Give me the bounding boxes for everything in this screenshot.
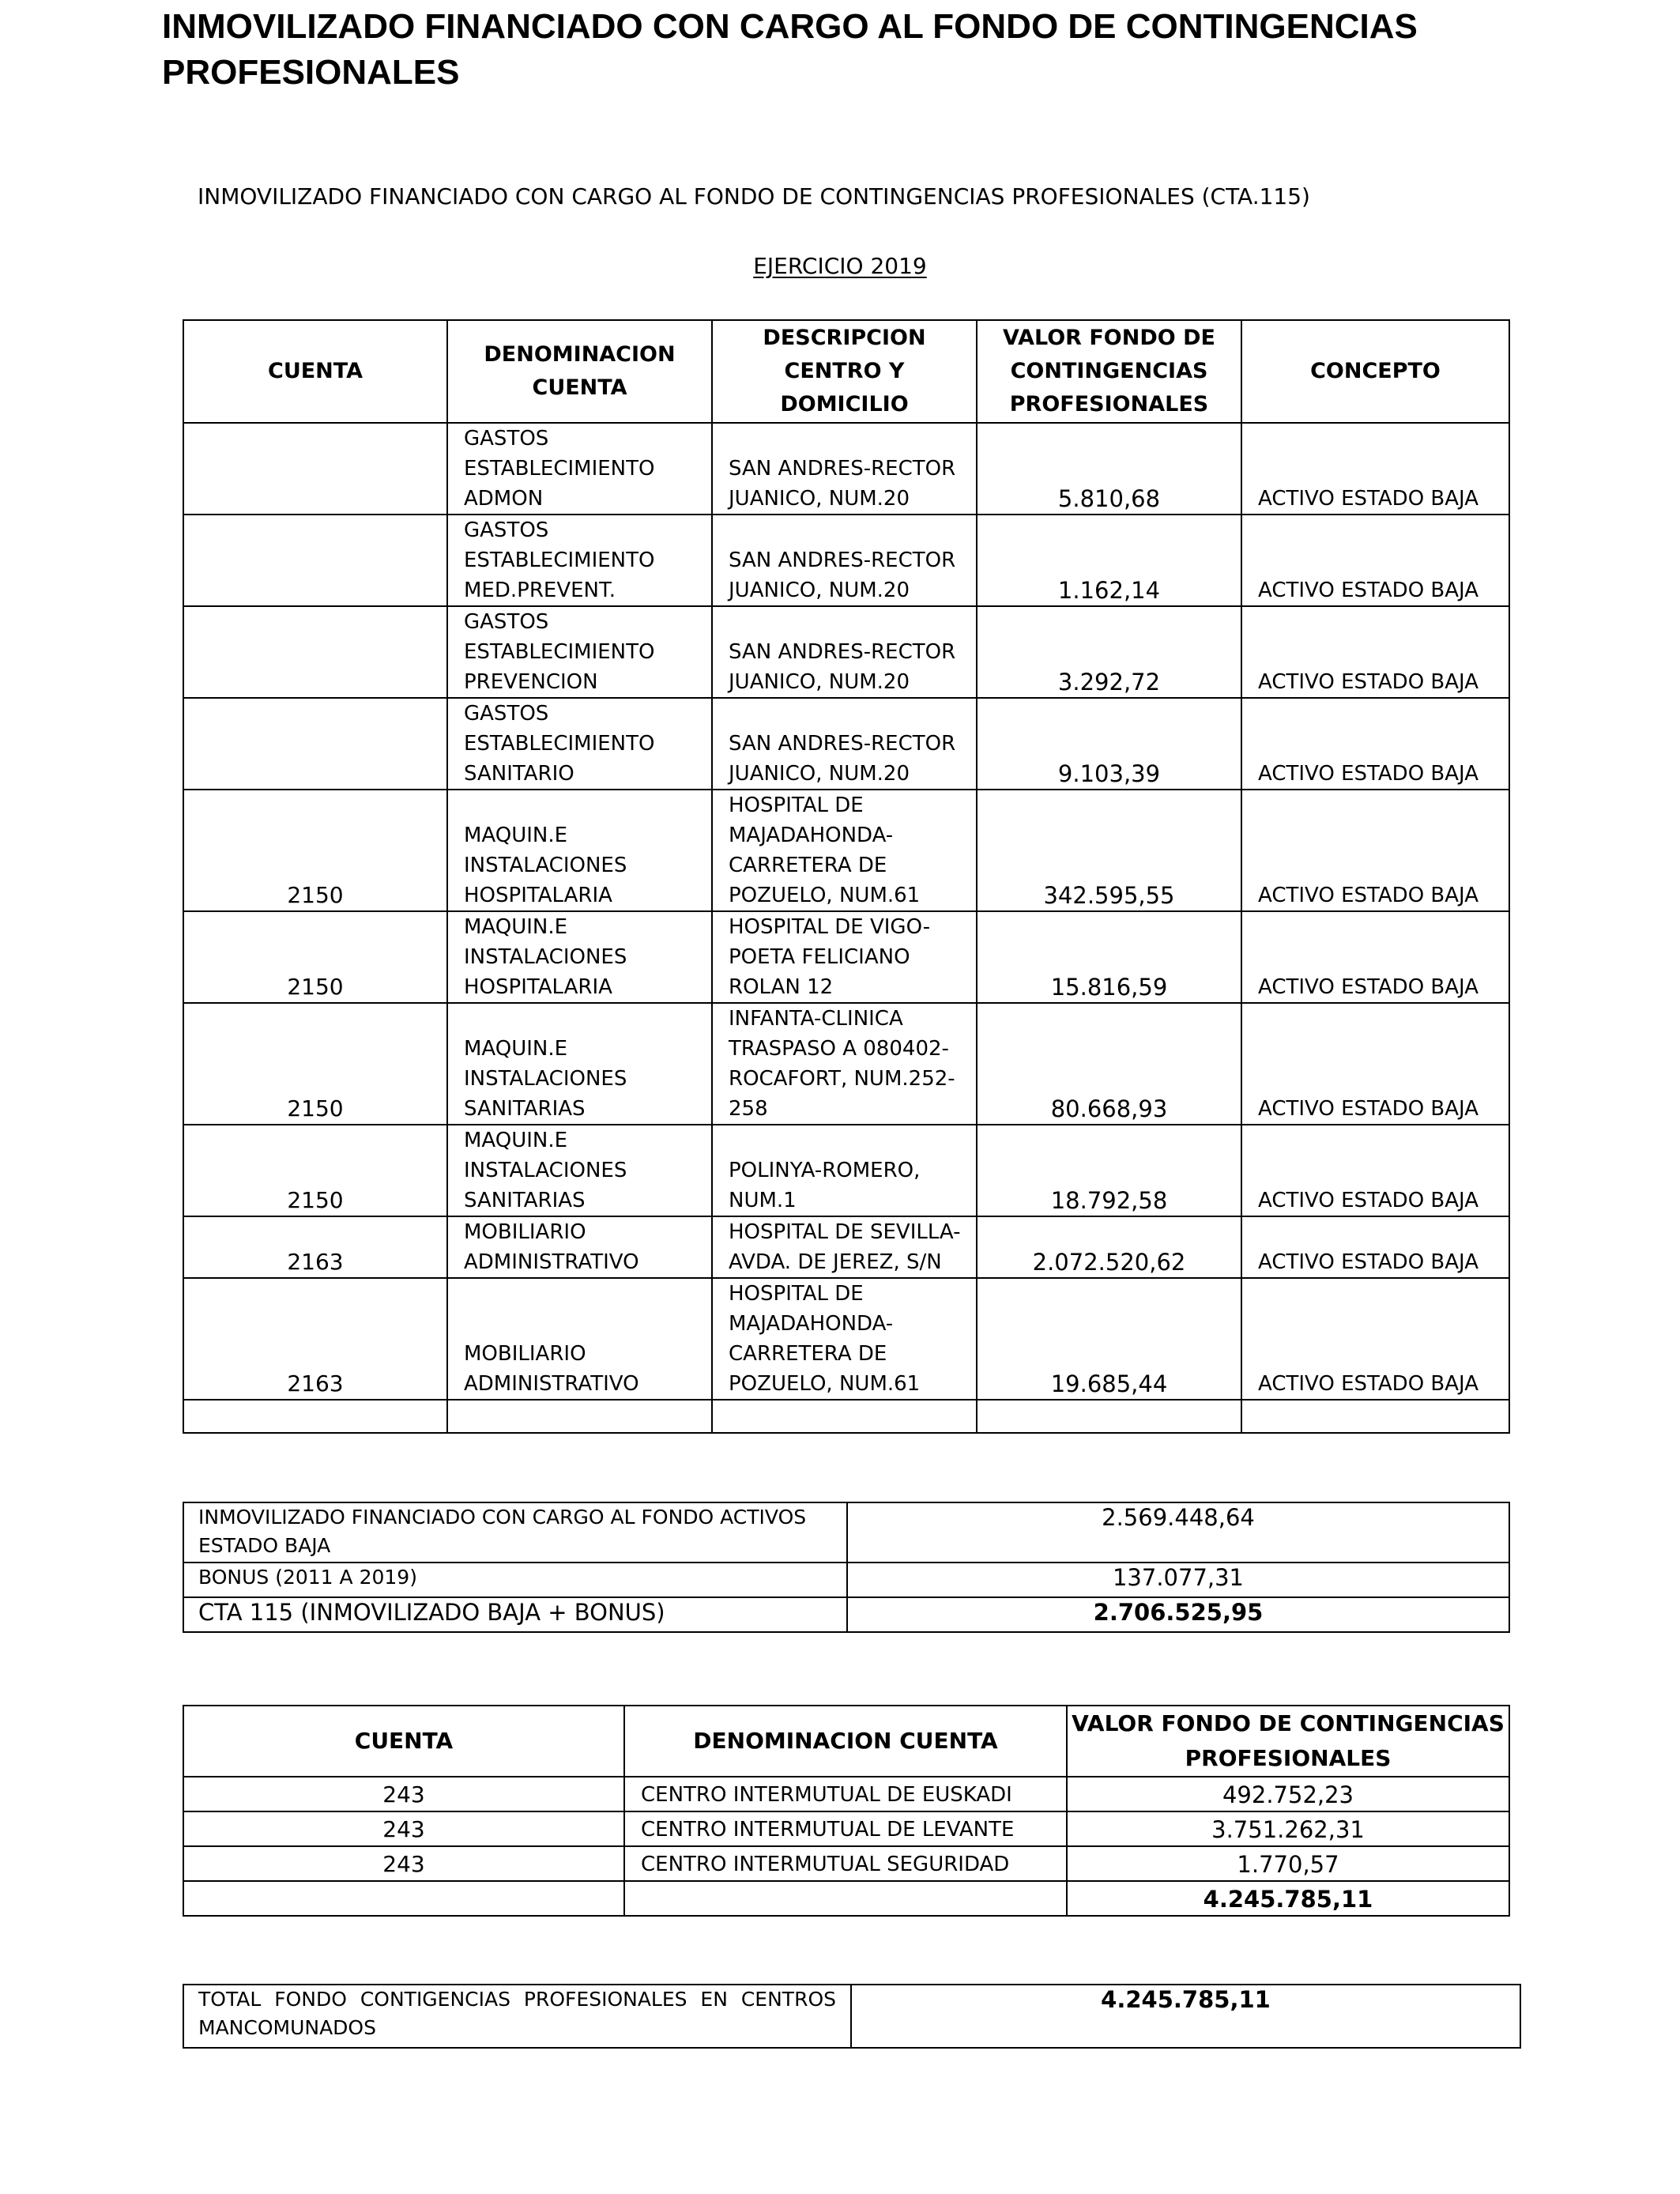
cell-denominacion-line: ESTABLECIMIENTO [464, 640, 655, 664]
cell-denominacion-line: SANITARIAS [464, 1189, 586, 1212]
cell-denominacion-line: GASTOS [464, 518, 549, 542]
table-row [183, 911, 1509, 1003]
cell-descripcion [712, 423, 977, 515]
cell-denominacion-line: MAQUIN.E [464, 1037, 568, 1061]
table-row [183, 1278, 1509, 1400]
cell-concepto: ACTIVO ESTADO BAJA [1241, 423, 1509, 515]
cell-concepto: ACTIVO ESTADO BAJA [1241, 515, 1509, 606]
cell-denominacion-line: MAQUIN.E [464, 915, 568, 939]
cell-descripcion-line: JUANICO, NUM.20 [729, 670, 910, 694]
cell-valor: 15.816,59 [977, 911, 1241, 1003]
cell-denominacion-line: MOBILIARIO [464, 1220, 586, 1244]
cell-valor: 3.292,72 [977, 606, 1241, 698]
cell-descripcion-line: MAJADAHONDA- [729, 1312, 894, 1336]
accounts-valor: 3.751.262,31 [1067, 1811, 1509, 1846]
cell-descripcion-line: CARRETERA DE [729, 854, 887, 877]
cell-descripcion [712, 1278, 977, 1400]
cell-denominacion-line: INSTALACIONES [464, 854, 627, 877]
cell-descripcion [712, 606, 977, 698]
empty-cell [977, 1400, 1241, 1433]
cell-denominacion-line: GASTOS [464, 427, 549, 450]
fiscal-year-label: EJERCICIO 2019 [753, 253, 927, 279]
table-row [183, 1216, 1509, 1278]
cell-descripcion-line: POETA FELICIANO [729, 945, 910, 969]
fixed-assets-table [183, 319, 1510, 1434]
cell-denominacion-line: ESTABLECIMIENTO [464, 732, 655, 756]
cell-cuenta: 2163 [183, 1216, 447, 1278]
cell-descripcion-line: JUANICO, NUM.20 [729, 579, 910, 602]
cell-descripcion [712, 515, 977, 606]
cell-denominacion-line: SANITARIO [464, 762, 574, 786]
table-row [183, 606, 1509, 698]
cell-cuenta [183, 423, 447, 515]
cell-concepto: ACTIVO ESTADO BAJA [1241, 1125, 1509, 1216]
accounts-total-row [183, 1881, 1509, 1916]
summary-label: INMOVILIZADO FINANCIADO CON CARGO AL FONDO ACTIVOS ESTADO BAJA [183, 1502, 847, 1563]
cell-denominacion-line: SANITARIAS [464, 1097, 586, 1121]
empty-cell [447, 1400, 712, 1433]
final-total-value: 4.245.785,11 [851, 1985, 1520, 2048]
cell-valor: 19.685,44 [977, 1278, 1241, 1400]
cell-descripcion-line: JUANICO, NUM.20 [729, 762, 910, 786]
cell-descripcion-line: SAN ANDRES-RECTOR [729, 548, 956, 572]
cell-descripcion-line: NUM.1 [729, 1189, 797, 1212]
cell-descripcion-line: SAN ANDRES-RECTOR [729, 457, 956, 481]
cell-descripcion [712, 911, 977, 1003]
final-total-label: TOTAL FONDO CONTIGENCIAS PROFESIONALES EN CENTROS MANCOMUNADOS [183, 1985, 851, 2048]
cell-denominacion-line: MOBILIARIO [464, 1342, 586, 1366]
cell-denominacion [447, 698, 712, 790]
accounts-empty-cell [624, 1881, 1067, 1916]
accounts-table [183, 1705, 1510, 1917]
cell-denominacion-line: GASTOS [464, 610, 549, 634]
cell-denominacion [447, 911, 712, 1003]
summary-total-row [183, 1597, 1509, 1632]
header-valor: VALOR FONDO DE CONTINGENCIAS PROFESIONALES [977, 320, 1241, 423]
cell-denominacion-line: ESTABLECIMIENTO [464, 548, 655, 572]
cell-concepto: ACTIVO ESTADO BAJA [1241, 698, 1509, 790]
empty-cell [712, 1400, 977, 1433]
accounts-denominacion: CENTRO INTERMUTUAL DE EUSKADI [624, 1777, 1067, 1811]
accounts-denominacion: CENTRO INTERMUTUAL SEGURIDAD [624, 1846, 1067, 1881]
cell-concepto: ACTIVO ESTADO BAJA [1241, 790, 1509, 911]
cell-descripcion-line: SAN ANDRES-RECTOR [729, 732, 956, 756]
cell-denominacion [447, 515, 712, 606]
summary-table [183, 1502, 1510, 1633]
table-row [183, 515, 1509, 606]
cell-denominacion-line: ADMINISTRATIVO [464, 1372, 639, 1396]
cell-descripcion-line: ROLAN 12 [729, 975, 834, 999]
empty-cell [183, 1400, 447, 1433]
accounts-row [183, 1846, 1509, 1881]
accounts-header-valor: VALOR FONDO DE CONTINGENCIAS PROFESIONALES [1067, 1706, 1509, 1777]
table-row [183, 790, 1509, 911]
cell-descripcion-line: MAJADAHONDA- [729, 824, 894, 847]
cell-valor: 9.103,39 [977, 698, 1241, 790]
cell-denominacion-line: MED.PREVENT. [464, 579, 616, 602]
cell-denominacion-line: HOSPITALARIA [464, 975, 612, 999]
cell-descripcion-line: HOSPITAL DE SEVILLA- [729, 1220, 961, 1244]
cell-cuenta: 2150 [183, 1125, 447, 1216]
cell-cuenta [183, 515, 447, 606]
cell-descripcion-line: ROCAFORT, NUM.252- [729, 1067, 955, 1091]
accounts-total-value: 4.245.785,11 [1067, 1881, 1509, 1916]
cell-denominacion [447, 1003, 712, 1125]
accounts-header-denominacion: DENOMINACION CUENTA [624, 1706, 1067, 1777]
cell-denominacion [447, 790, 712, 911]
cell-concepto: ACTIVO ESTADO BAJA [1241, 606, 1509, 698]
cell-descripcion-line: HOSPITAL DE [729, 794, 864, 817]
cell-cuenta: 2150 [183, 911, 447, 1003]
cell-denominacion-line: INSTALACIONES [464, 945, 627, 969]
cell-denominacion [447, 1125, 712, 1216]
cell-descripcion [712, 1003, 977, 1125]
cell-cuenta: 2150 [183, 790, 447, 911]
cell-valor: 342.595,55 [977, 790, 1241, 911]
cell-denominacion-line: GASTOS [464, 702, 549, 726]
table-row [183, 1125, 1509, 1216]
cell-descripcion-line: AVDA. DE JEREZ, S/N [729, 1250, 942, 1274]
accounts-cuenta: 243 [183, 1846, 624, 1881]
fixed-assets-rows [183, 423, 1509, 1433]
cell-denominacion-line: ADMINISTRATIVO [464, 1250, 639, 1274]
cell-cuenta: 2150 [183, 1003, 447, 1125]
cell-descripcion [712, 1216, 977, 1278]
cell-cuenta [183, 606, 447, 698]
cell-denominacion-line: PREVENCION [464, 670, 598, 694]
fiscal-year-heading [0, 251, 1680, 282]
table-row [183, 1003, 1509, 1125]
cell-descripcion-line: HOSPITAL DE [729, 1282, 864, 1306]
cell-descripcion-line: 258 [729, 1097, 768, 1121]
page-title: INMOVILIZADO FINANCIADO CON CARGO AL FONDO DE CONTINGENCIAS PROFESIONALES [162, 7, 1418, 92]
cell-cuenta [183, 698, 447, 790]
cell-denominacion [447, 423, 712, 515]
table-row [183, 423, 1509, 515]
summary-value: 2.569.448,64 [847, 1502, 1509, 1563]
cell-descripcion-line: JUANICO, NUM.20 [729, 487, 910, 511]
accounts-empty-cell [183, 1881, 624, 1916]
cell-denominacion-line: INSTALACIONES [464, 1067, 627, 1091]
cell-denominacion-line: ADMON [464, 487, 544, 511]
cell-denominacion [447, 606, 712, 698]
cell-valor: 2.072.520,62 [977, 1216, 1241, 1278]
header-cuenta: CUENTA [183, 320, 447, 423]
table-row [183, 698, 1509, 790]
accounts-cuenta: 243 [183, 1777, 624, 1811]
cell-valor: 80.668,93 [977, 1003, 1241, 1125]
cell-concepto: ACTIVO ESTADO BAJA [1241, 1003, 1509, 1125]
accounts-cuenta: 243 [183, 1811, 624, 1846]
header-descripcion: DESCRIPCION CENTRO Y DOMICILIO [712, 320, 977, 423]
cell-concepto: ACTIVO ESTADO BAJA [1241, 1216, 1509, 1278]
section-subtitle: INMOVILIZADO FINANCIADO CON CARGO AL FONDO DE CONTINGENCIAS PROFESIONALES (CTA.115) [198, 183, 1310, 209]
cell-denominacion-line: INSTALACIONES [464, 1159, 627, 1182]
summary-total-label: CTA 115 (INMOVILIZADO BAJA + BONUS) [183, 1597, 847, 1632]
summary-total-value: 2.706.525,95 [847, 1597, 1509, 1632]
cell-descripcion [712, 1125, 977, 1216]
cell-denominacion [447, 1278, 712, 1400]
summary-label: BONUS (2011 A 2019) [183, 1563, 847, 1597]
header-concepto: CONCEPTO [1241, 320, 1509, 423]
cell-descripcion-line: INFANTA-CLINICA [729, 1007, 903, 1031]
cell-denominacion-line: ESTABLECIMIENTO [464, 457, 655, 481]
cell-denominacion-line: MAQUIN.E [464, 824, 568, 847]
cell-denominacion-line: MAQUIN.E [464, 1129, 568, 1152]
cell-valor: 1.162,14 [977, 515, 1241, 606]
cell-descripcion-line: TRASPASO A 080402- [729, 1037, 949, 1061]
table-header-row [183, 320, 1509, 423]
accounts-denominacion: CENTRO INTERMUTUAL DE LEVANTE [624, 1811, 1067, 1846]
accounts-row [183, 1777, 1509, 1811]
summary-row [183, 1502, 1509, 1563]
accounts-row [183, 1811, 1509, 1846]
summary-value: 137.077,31 [847, 1563, 1509, 1597]
cell-descripcion [712, 698, 977, 790]
cell-denominacion-line: HOSPITALARIA [464, 884, 612, 907]
cell-denominacion [447, 1216, 712, 1278]
header-denominacion: DENOMINACION CUENTA [447, 320, 712, 423]
table-row-empty [183, 1400, 1509, 1433]
cell-descripcion-line: SAN ANDRES-RECTOR [729, 640, 956, 664]
cell-valor: 18.792,58 [977, 1125, 1241, 1216]
empty-cell [1241, 1400, 1509, 1433]
cell-descripcion-line: POZUELO, NUM.61 [729, 1372, 921, 1396]
cell-descripcion-line: POZUELO, NUM.61 [729, 884, 921, 907]
cell-valor: 5.810,68 [977, 423, 1241, 515]
cell-cuenta: 2163 [183, 1278, 447, 1400]
cell-descripcion [712, 790, 977, 911]
cell-descripcion-line: POLINYA-ROMERO, [729, 1159, 921, 1182]
accounts-valor: 492.752,23 [1067, 1777, 1509, 1811]
cell-concepto: ACTIVO ESTADO BAJA [1241, 911, 1509, 1003]
accounts-valor: 1.770,57 [1067, 1846, 1509, 1881]
accounts-header-cuenta: CUENTA [183, 1706, 624, 1777]
summary-row [183, 1563, 1509, 1597]
cell-descripcion-line: CARRETERA DE [729, 1342, 887, 1366]
final-total-row [183, 1985, 1520, 2048]
accounts-header-row [183, 1706, 1509, 1777]
cell-concepto: ACTIVO ESTADO BAJA [1241, 1278, 1509, 1400]
cell-descripcion-line: HOSPITAL DE VIGO- [729, 915, 931, 939]
final-total-table [183, 1984, 1521, 2049]
